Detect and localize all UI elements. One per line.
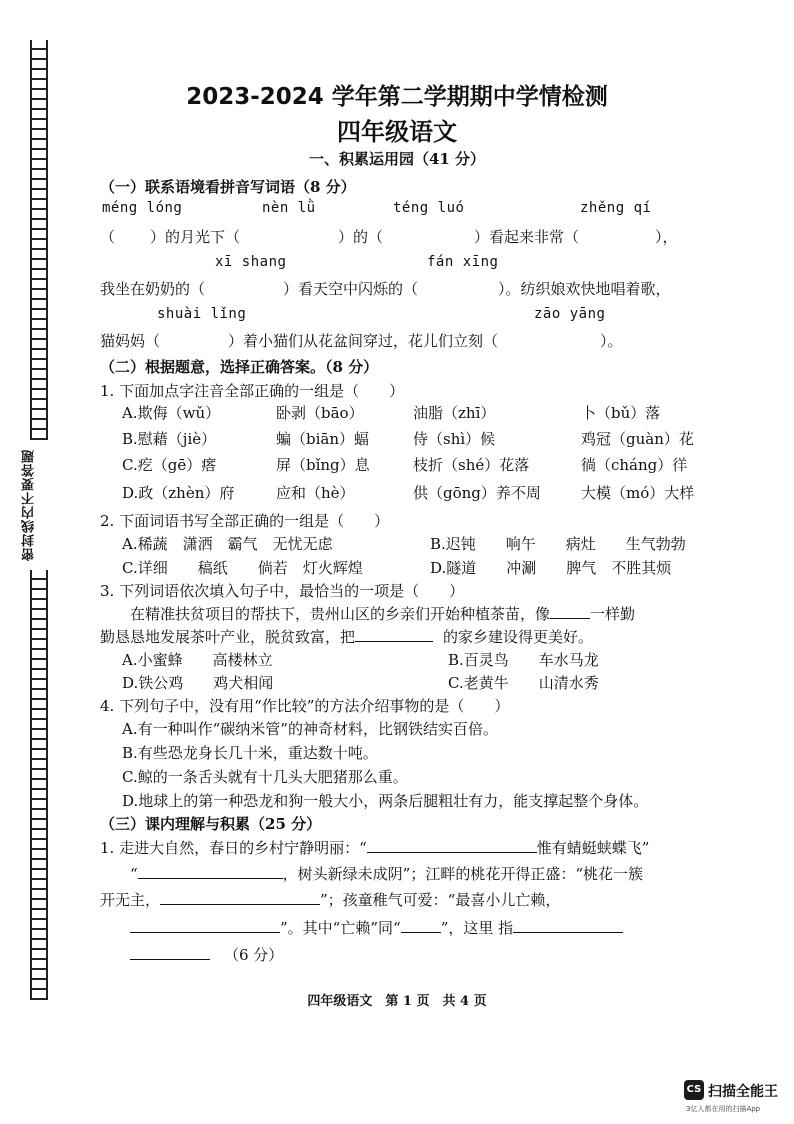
p3-blank5[interactable] — [401, 918, 441, 933]
line2-seg2: ）看天空中闪烁的（ — [283, 280, 419, 298]
part2-heading: （二）根据题意，选择正确答案。（8 分） — [100, 358, 379, 376]
p3-text1b: 惟有蜻蜓蛱蝶飞” — [536, 839, 650, 857]
pinyin-xishang: xī shang — [215, 254, 287, 270]
q4-c: C.鲸的一条舌头就有十几头大肥猪那么重。 — [122, 768, 408, 786]
q1-b2: 蝙（biān）蝠 — [276, 430, 370, 448]
q3-text2a: 勤恳恳地发展茶叶产业，脱贫致富，把 — [100, 628, 356, 646]
line1-seg4: ）看起来非常（ — [474, 228, 580, 246]
q1-a4: 卜（bǔ）落 — [581, 404, 661, 422]
p3-text4a: ”。其中“亡赖”同“ — [280, 919, 401, 937]
line3-seg1: 猫妈妈（ — [100, 332, 161, 350]
q1-d2: 应和（hè） — [276, 484, 355, 502]
p3-blank2[interactable] — [138, 864, 283, 879]
q1-a2: 卧剥（bāo） — [276, 404, 364, 422]
line1-seg2: ）的月光下（ — [150, 228, 241, 246]
p3-blank6[interactable] — [513, 918, 623, 933]
p3-text3a: 开无主， — [100, 891, 161, 909]
q3-c: C.老黄牛 山清水秀 — [448, 674, 599, 692]
p3-blank7[interactable] — [130, 945, 210, 960]
q3-d: D.铁公鸡 鸡犬相闻 — [122, 674, 274, 692]
q1-a3: 油脂（zhī） — [413, 404, 496, 422]
p3-text5b: （6 分） — [224, 946, 284, 964]
q1-a1: A.欺侮（wǔ） — [122, 404, 221, 422]
p3-line1 — [100, 837, 649, 858]
q3-b: B.百灵鸟 车水马龙 — [448, 651, 599, 669]
q4-b: B.有些恐龙身长几十米，重达数十吨。 — [122, 744, 378, 762]
q1-b3: 侍（shì）候 — [413, 430, 496, 448]
line3-seg2: ）着小猫们从花盆间穿过，花儿们立刻（ — [228, 332, 499, 350]
q1-d1: D.政（zhèn）府 — [122, 484, 235, 502]
p3-blank3[interactable] — [160, 890, 320, 905]
q1-stem: 1. 下面加点字注音全部正确的一组是（ ） — [100, 382, 405, 400]
q2-c: C.详细 稿纸 倘若 灯火辉煌 — [122, 559, 363, 577]
q2-b: B.迟钝 响午 病灶 生气勃勃 — [430, 535, 686, 553]
q2-d: D.隧道 冲涮 脾气 不胜其烦 — [430, 559, 672, 577]
p3-line5 — [130, 944, 283, 965]
p3-text2b: ，树头新绿未成阴”；江畔的桃花开得正盛：“桃花一簇 — [282, 865, 644, 883]
q4-a: A.有一种叫作“碳纳米管”的神奇材料，比钢铁结实百倍。 — [122, 720, 498, 738]
p3-text1a: 1. 走进大自然，春日的乡村宁静明丽：“ — [100, 839, 367, 857]
page-footer: 四年级语文 第 1 页 共 4 页 — [307, 994, 487, 1009]
camscanner-logo: CS — [684, 1080, 704, 1100]
line1-seg5: ）， — [655, 228, 678, 246]
binding-note: 密封线内不要答题 — [20, 440, 56, 570]
camscanner-tagline: 3亿人都在用的扫描App — [686, 1105, 761, 1113]
q4-stem: 4. 下列句子中，没有用“作比较”的方法介绍事物的是（ ） — [100, 697, 510, 715]
q1-c2: 屏（bǐng）息 — [276, 456, 370, 474]
section-heading: 一、积累运用园（41 分） — [308, 150, 486, 168]
pinyin-tengluo: téng luó — [393, 200, 465, 216]
q3-text1b: 一样勤 — [590, 605, 636, 623]
p3-text2a: “ — [130, 865, 138, 883]
p3-line4 — [130, 917, 623, 938]
line2-seg1: 我坐在奶奶的（ — [100, 280, 206, 298]
q3-text1a: 在精准扶贫项目的帮扶下，贵州山区的乡亲们开始种植茶苗，像 — [130, 605, 551, 623]
pinyin-shuailing: shuài lǐng — [157, 306, 247, 322]
q1-d3: 供（gōng）养不周 — [413, 484, 541, 502]
p3-blank4[interactable] — [130, 918, 280, 933]
q3-a: A.小蜜蜂 高楼林立 — [122, 651, 273, 669]
pinyin-nenlv: nèn lǜ — [262, 200, 316, 216]
q4-d: D.地球上的第一种恐龙和狗一般大小，两条后腿粗壮有力，能支撑起整个身体。 — [122, 792, 649, 810]
part3-heading: （三）课内理解与积累（25 分） — [100, 815, 322, 833]
p3-line3 — [100, 889, 560, 910]
q3-text-line1 — [130, 603, 635, 624]
q1-d4: 大模（mó）大样 — [581, 484, 695, 502]
q1-b4: 鸡冠（guàn）花 — [581, 430, 694, 448]
p3-text4b: ”，这里 指 — [440, 919, 514, 937]
q3-blank1[interactable] — [550, 604, 590, 619]
pinyin-menglong: méng lóng — [102, 200, 183, 216]
pinyin-fanxing: fán xīng — [427, 254, 499, 270]
pinyin-zhengqi: zhěng qí — [580, 200, 652, 216]
part1-heading: （一）联系语境看拼音写词语（8 分） — [100, 178, 356, 196]
q1-c1: C.疙（gē）瘩 — [122, 456, 217, 474]
pinyin-zaoyang: zāo yāng — [534, 306, 606, 322]
q1-b1: B.慰藉（jiè） — [122, 430, 217, 448]
q3-stem: 3. 下列词语依次填入句子中，最恰当的一项是（ ） — [100, 582, 465, 600]
p3-text3b: ”；孩童稚气可爱：“最喜小儿亡赖， — [320, 891, 561, 909]
line1-seg1: （ — [100, 228, 116, 246]
p3-line2 — [130, 863, 643, 884]
q3-blank2[interactable] — [355, 627, 433, 642]
camscanner-name: 扫描全能王 — [708, 1084, 778, 1100]
q1-c4: 徜（cháng）徉 — [581, 456, 688, 474]
p3-blank1[interactable] — [367, 838, 537, 853]
line1-seg3: ）的（ — [338, 228, 384, 246]
exam-subtitle: 四年级语文 — [337, 118, 457, 146]
line3-seg3: ）。 — [600, 332, 623, 350]
q3-text2b: 的家乡建设得更美好。 — [443, 628, 594, 646]
q1-c3: 枝折（shé）花落 — [413, 456, 530, 474]
q2-stem: 2. 下面词语书写全部正确的一组是（ ） — [100, 512, 390, 530]
exam-title: 2023-2024 学年第二学期期中学情检测 — [186, 84, 608, 110]
q3-text-line2 — [100, 626, 593, 647]
q2-a: A.稀蔬 潇洒 霸气 无忧无虑 — [122, 535, 333, 553]
line2-seg3: ）。纺织娘欢快地唱着歌， — [498, 280, 671, 298]
